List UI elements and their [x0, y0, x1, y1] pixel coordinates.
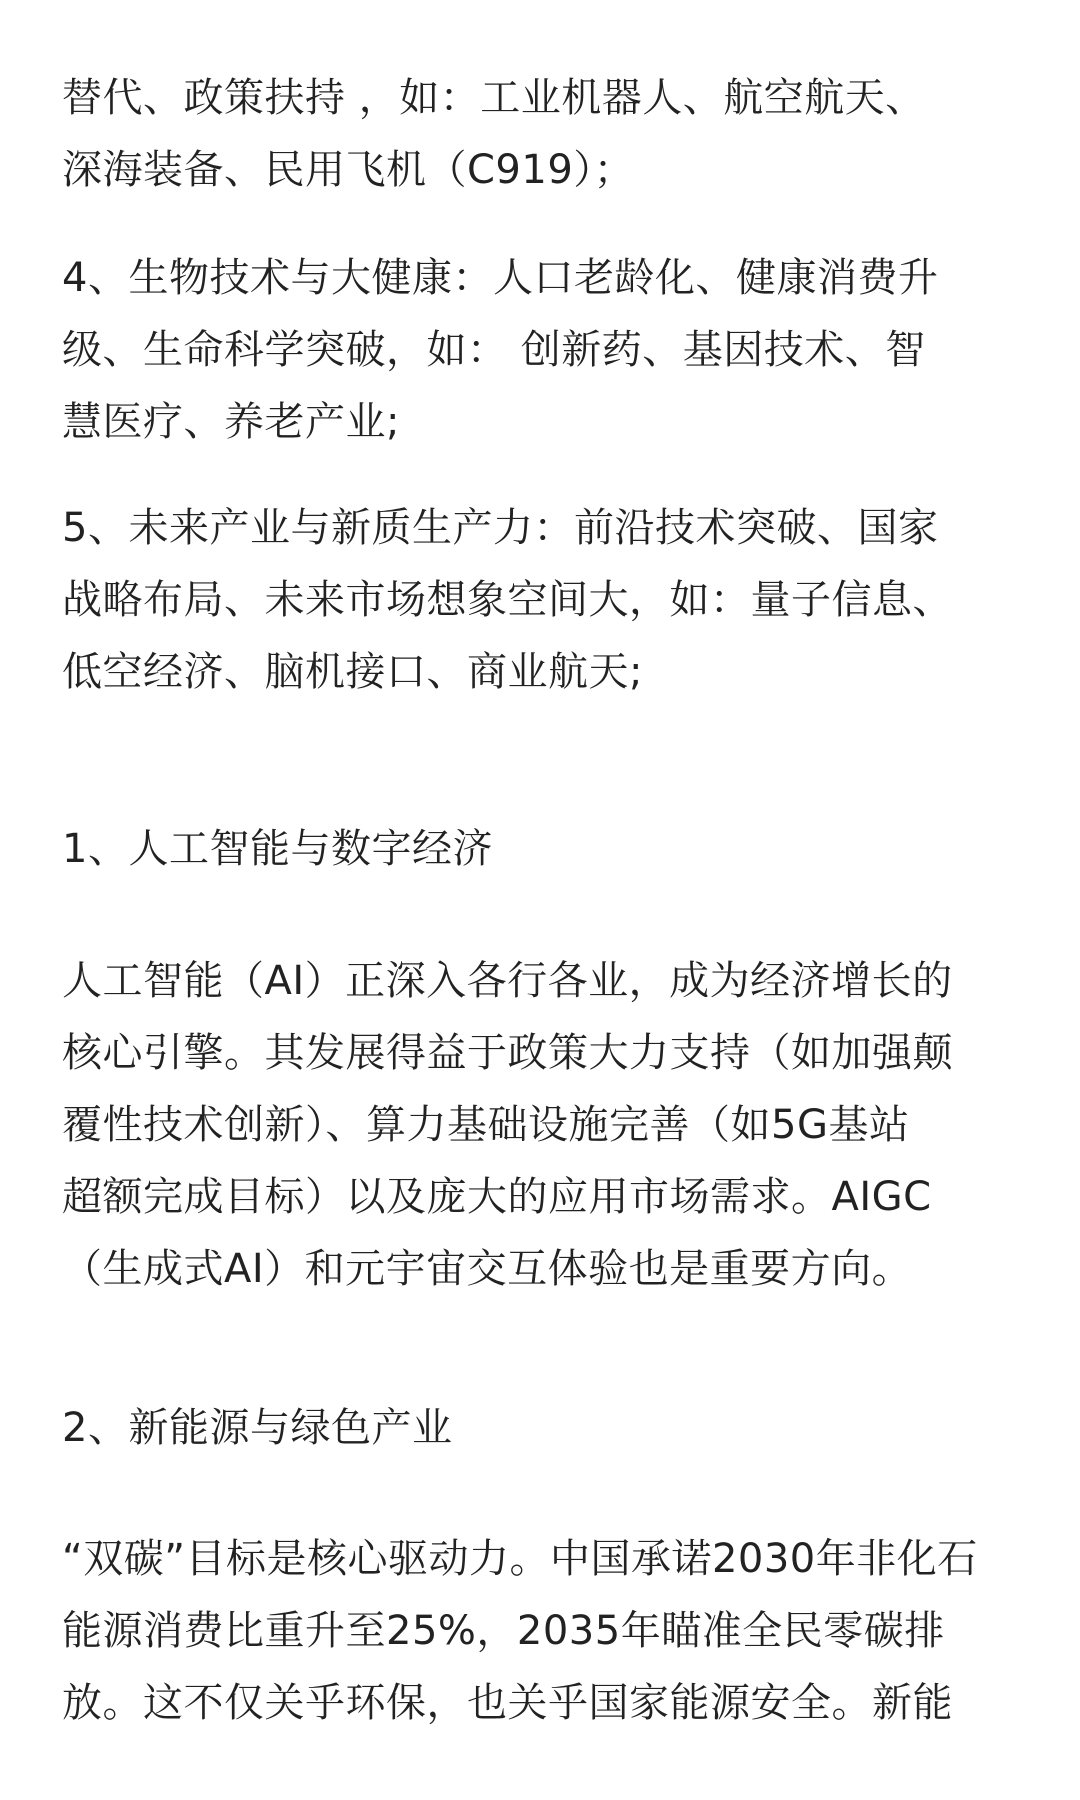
- paragraph-line: 级、生命科学突破，如： 创新药、基因技术、智: [62, 327, 926, 373]
- list-item-5: [62, 492, 1022, 708]
- paragraph-line: （生成式AI）和元宇宙交互体验也是重要方向。: [62, 1246, 913, 1292]
- intro-paragraph: [62, 62, 1022, 206]
- section-1: [62, 813, 1022, 885]
- section-heading: 1、人工智能与数字经济: [62, 826, 493, 872]
- paragraph-line: 覆性技术创新）、算力基础设施完善（如5G基站: [62, 1102, 910, 1148]
- paragraph-line: 深海装备、民用飞机（C919）；: [62, 147, 635, 193]
- paragraph-line: 能源消费比重升至25%，2035年瞄准全民零碳排: [62, 1608, 945, 1654]
- paragraph-line: 慧医疗、养老产业;: [62, 399, 400, 445]
- section-heading: 2、新能源与绿色产业: [62, 1405, 453, 1451]
- paragraph-line: 放。这不仅关乎环保，也关乎国家能源安全。新能: [62, 1680, 953, 1726]
- section-1-body: [62, 945, 1022, 1305]
- section-2: [62, 1392, 1022, 1464]
- paragraph-line: 超额完成目标）以及庞大的应用市场需求。AIGC: [62, 1174, 932, 1220]
- paragraph-line: 替代、政策扶持 ，如：工业机器人、航空航天、: [62, 75, 926, 121]
- paragraph-line: 5、未来产业与新质生产力：前沿技术突破、国家: [62, 505, 939, 551]
- paragraph-line: 核心引擎。其发展得益于政策大力支持（如加强颠: [62, 1030, 953, 1076]
- paragraph-line: 4、生物技术与大健康：人口老龄化、健康消费升: [62, 255, 939, 301]
- paragraph-line: 低空经济、脑机接口、商业航天;: [62, 649, 643, 695]
- list-item-4: [62, 242, 1022, 458]
- section-2-body: [62, 1523, 1022, 1739]
- paragraph-line: 战略布局、未来市场想象空间大，如：量子信息、: [62, 577, 953, 623]
- paragraph-line: 人工智能（AI）正深入各行各业，成为经济增长的: [62, 958, 953, 1004]
- paragraph-line: “双碳”目标是核心驱动力。中国承诺2030年非化石: [62, 1536, 978, 1582]
